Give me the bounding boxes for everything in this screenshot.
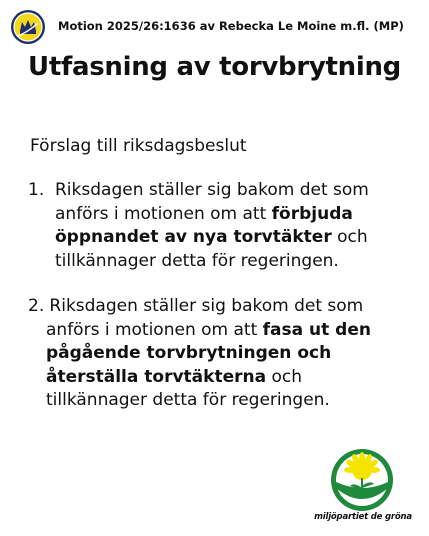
item-text: anförs i motionen om att — [46, 319, 263, 340]
item-text: och — [331, 227, 368, 247]
item-bold-text: återställa torvtäkterna — [46, 366, 267, 387]
item-text: Riksdagen ställer sig bakom det som — [49, 296, 364, 316]
item-bold-text: fasa ut den — [262, 319, 371, 340]
proposal-line — [28, 203, 418, 227]
proposal-line — [28, 342, 423, 366]
proposal-line — [28, 179, 418, 203]
item-bold-text: pågående torvbrytningen och — [46, 343, 332, 363]
header — [10, 9, 420, 45]
item-bold-text: öppnandet av nya torvtäkter — [55, 227, 332, 247]
proposal-line — [28, 319, 423, 343]
item-text: tillkännager detta för regeringen. — [46, 390, 330, 410]
dandelion-logo-icon — [330, 448, 394, 512]
proposal-item-1 — [28, 179, 418, 273]
item-bold-text: förbjuda — [271, 203, 353, 224]
page-title: Utfasning av torvbrytning — [28, 52, 401, 82]
item-text: Riksdagen ställer sig bakom det som — [55, 180, 369, 200]
proposal-line — [28, 250, 418, 274]
item-text: och — [266, 366, 302, 387]
proposal-heading: Förslag till riksdagsbeslut — [30, 136, 247, 156]
party-name: miljöpartiet de gröna — [314, 512, 412, 522]
item-number: 2. — [28, 296, 45, 316]
proposal-line — [28, 366, 423, 390]
item-text: tillkännager detta för regeringen. — [55, 250, 339, 271]
proposal-line — [28, 295, 423, 319]
item-number: 1. — [28, 180, 45, 200]
motion-reference: Motion 2025/26:1636 av Rebecka Le Moine m.fl. (MP) — [58, 19, 404, 33]
riksdag-crown-badge-icon — [10, 9, 46, 45]
proposal-item-2 — [28, 295, 423, 413]
proposal-line — [28, 226, 418, 250]
item-text: anförs i motionen om att — [55, 203, 272, 224]
proposal-line — [28, 389, 423, 413]
